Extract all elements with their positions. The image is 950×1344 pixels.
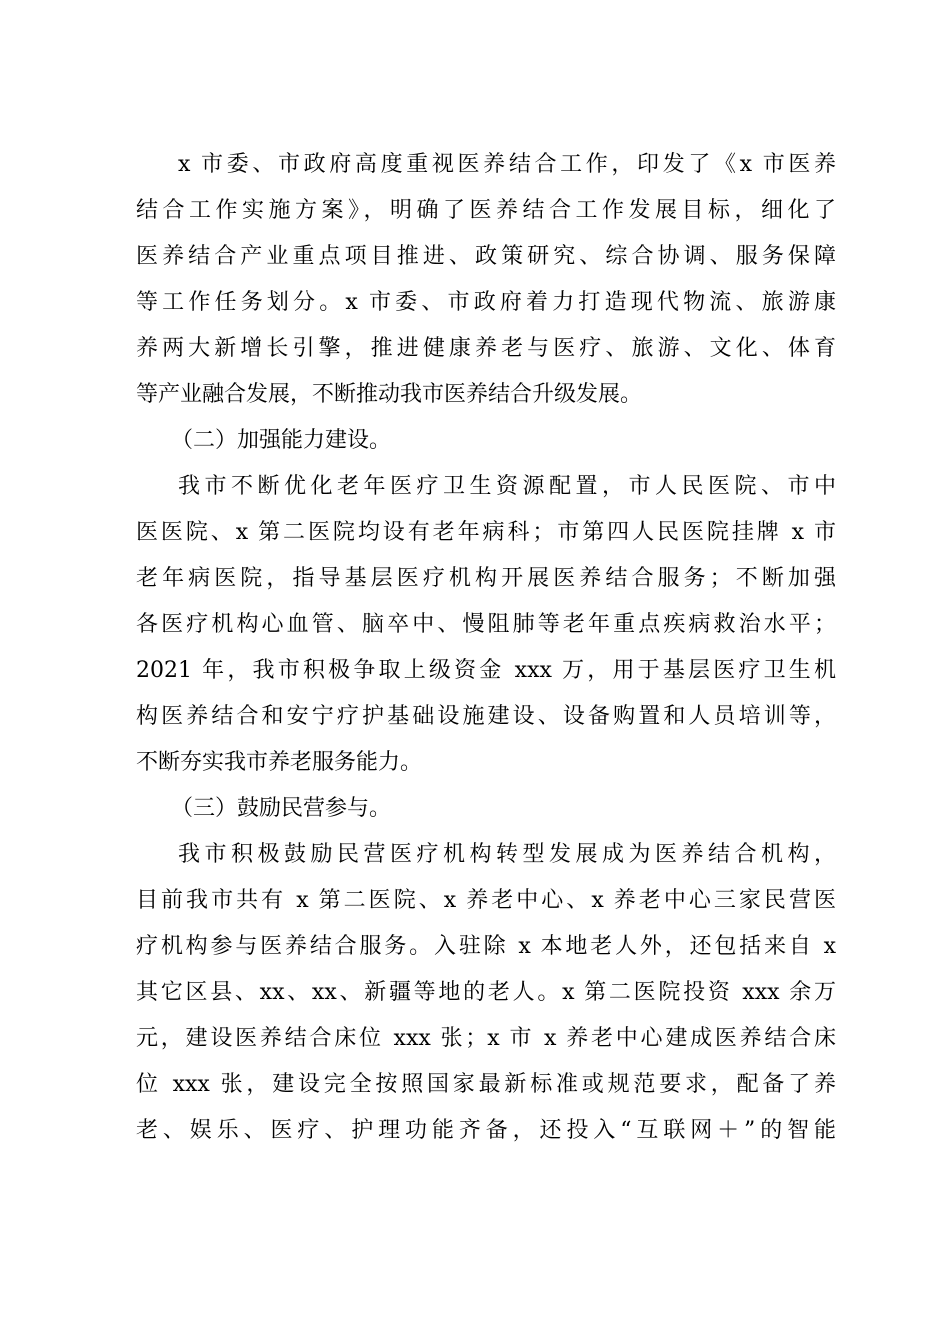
paragraph-line: 构医养结合和安宁疗护基础设施建设、设备购置和人员培训等， bbox=[136, 704, 836, 729]
paragraph-line: 等产业融合发展，不断推动我市医养结合升级发展。 bbox=[136, 382, 643, 407]
paragraph-line: 位 xxx 张，建设完全按照国家最新标准或规范要求，配备了养 bbox=[136, 1072, 836, 1097]
paragraph-line: 我市积极鼓励民营医疗机构转型发展成为医养结合机构， bbox=[178, 842, 836, 867]
paragraph-line: 养两大新增长引擎，推进健康养老与医疗、旅游、文化、体育 bbox=[136, 336, 836, 361]
paragraph-line: 不断夯实我市养老服务能力。 bbox=[136, 750, 423, 775]
paragraph-line: 等工作任务划分。x 市委、市政府着力打造现代物流、旅游康 bbox=[136, 290, 836, 315]
document-body bbox=[136, 142, 836, 1154]
paragraph-line: 各医疗机构心血管、脑卒中、慢阻肺等老年重点疾病救治水平； bbox=[136, 612, 836, 637]
paragraph-line: 医医院、x 第二医院均设有老年病科；市第四人民医院挂牌 x 市 bbox=[136, 520, 836, 545]
paragraph-line: x 市委、市政府高度重视医养结合工作，印发了《x 市医养 bbox=[178, 152, 836, 177]
paragraph-line: 结合工作实施方案》，明确了医养结合工作发展目标，细化了 bbox=[136, 198, 836, 223]
paragraph-line: 疗机构参与医养结合服务。入驻除 x 本地老人外，还包括来自 x bbox=[136, 934, 836, 959]
paragraph-line: 2021 年，我市积极争取上级资金 xxx 万，用于基层医疗卫生机 bbox=[136, 658, 836, 683]
paragraph-line: 目前我市共有 x 第二医院、x 养老中心、x 养老中心三家民营医 bbox=[136, 888, 836, 913]
section-heading: （二）加强能力建设。 bbox=[171, 428, 392, 453]
paragraph-line: 老年病医院，指导基层医疗机构开展医养结合服务；不断加强 bbox=[136, 566, 836, 591]
paragraph-line: 元，建设医养结合床位 xxx 张；x 市 x 养老中心建成医养结合床 bbox=[136, 1026, 836, 1051]
paragraph-line: 医养结合产业重点项目推进、政策研究、综合协调、服务保障 bbox=[136, 244, 836, 269]
paragraph-line: 老、娱乐、医疗、护理功能齐备，还投入“互联网＋”的智能 bbox=[136, 1118, 836, 1143]
paragraph-line: 其它区县、xx、xx、新疆等地的老人。x 第二医院投资 xxx 余万 bbox=[136, 980, 836, 1005]
paragraph-line: 我市不断优化老年医疗卫生资源配置，市人民医院、市中 bbox=[178, 474, 836, 499]
section-heading: （三）鼓励民营参与。 bbox=[171, 796, 392, 821]
